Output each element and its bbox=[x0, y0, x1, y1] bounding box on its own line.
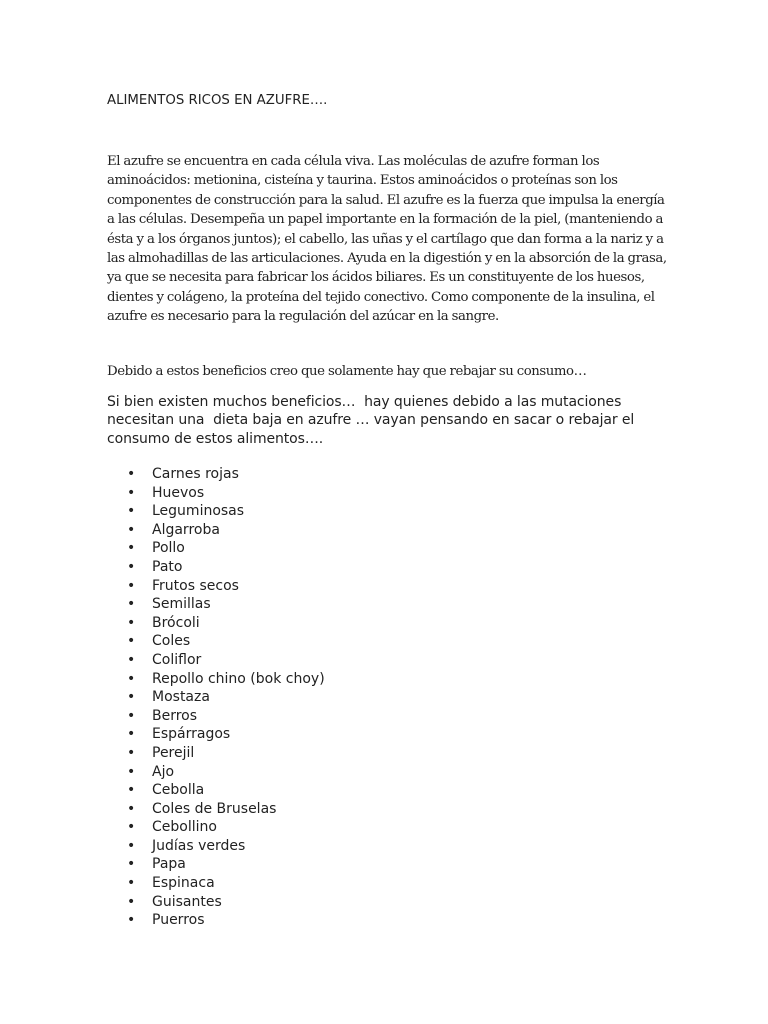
bullet-icon: • bbox=[127, 651, 136, 668]
food-item-label: Leguminosas bbox=[152, 503, 245, 520]
bullet-icon: • bbox=[127, 484, 136, 501]
bullet-icon: • bbox=[127, 912, 136, 929]
food-item-label: Mostaza bbox=[152, 689, 210, 706]
food-item-label: Guisantes bbox=[152, 893, 222, 910]
food-item-label: Puerros bbox=[152, 912, 205, 929]
bullet-icon: • bbox=[127, 837, 136, 854]
bullet-icon: • bbox=[127, 540, 136, 557]
bullet-icon: • bbox=[127, 558, 136, 575]
food-item-label: Repollo chino (bok choy) bbox=[152, 670, 325, 687]
food-item-label: Semillas bbox=[152, 596, 211, 613]
food-item-label: Coles bbox=[152, 633, 191, 650]
document-title: ALIMENTOS RICOS EN AZUFRE…. bbox=[107, 93, 328, 108]
bullet-icon: • bbox=[127, 875, 136, 892]
food-item-label: Espárragos bbox=[152, 726, 231, 743]
bullet-icon: • bbox=[127, 689, 136, 706]
food-item-label: Cebolla bbox=[152, 782, 205, 799]
food-item-label: Brócoli bbox=[152, 614, 200, 631]
food-item-label: Algarroba bbox=[152, 521, 220, 538]
food-item-label: Berros bbox=[152, 707, 198, 724]
bullet-icon: • bbox=[127, 856, 136, 873]
food-item-label: Ajo bbox=[152, 763, 175, 780]
food-item-label: Perejil bbox=[152, 744, 195, 761]
bullet-icon: • bbox=[127, 670, 136, 687]
food-item-label: Papa bbox=[152, 856, 186, 873]
bullet-icon: • bbox=[127, 577, 136, 594]
food-item-label: Huevos bbox=[152, 484, 205, 501]
food-item-label: Judías verdes bbox=[152, 837, 246, 854]
bullet-icon: • bbox=[127, 503, 136, 520]
food-item-label: Carnes rojas bbox=[152, 466, 239, 482]
food-item-label: Pato bbox=[152, 558, 183, 575]
bullet-icon: • bbox=[127, 893, 136, 910]
bullet-icon: • bbox=[127, 614, 136, 631]
mutations-paragraph: Si bien existen muchos beneficios… hay quienes debido a las mutaciones necesitan una dieta baja en azufre … vayan pensando en sacar o rebajar el consumo de estos alimentos…. bbox=[107, 394, 639, 447]
food-item-label: Coles de Bruselas bbox=[152, 800, 277, 817]
food-item-label: Cebollino bbox=[152, 819, 217, 836]
food-item-label: Espinaca bbox=[152, 875, 215, 892]
bullet-icon: • bbox=[127, 466, 136, 482]
bullet-icon: • bbox=[127, 800, 136, 817]
bullet-icon: • bbox=[127, 819, 136, 836]
bullet-icon: • bbox=[127, 744, 136, 761]
bullet-icon: • bbox=[127, 726, 136, 743]
benefits-paragraph: Debido a estos beneficios creo que solamente hay que rebajar su consumo… bbox=[107, 364, 587, 379]
bullet-icon: • bbox=[127, 763, 136, 780]
food-item-label: Frutos secos bbox=[152, 577, 239, 594]
bullet-icon: • bbox=[127, 596, 136, 613]
food-item-label: Coliflor bbox=[152, 651, 202, 668]
food-item-label: Pollo bbox=[152, 540, 185, 557]
bullet-icon: • bbox=[127, 707, 136, 724]
intro-paragraph: El azufre se encuentra en cada célula viva. Las moléculas de azufre forman los aminoácidos: metionina, cisteína y taurina. Estos aminoácidos o proteínas son los componentes de construcción para la salud. El azufre es la fuerza que impulsa la energía a las células. Desempeña un papel importante en la formación de la piel, (manteniendo a ésta y a los órganos juntos); el cabello, las uñas y el cartílago que dan forma a la nariz y a las almohadillas de las articulaciones. Ayuda en la digestión y en la absorción de la grasa, ya que se necesita para fabricar los ácidos biliares. Es un constituyente de los huesos, dientes y colágeno, la proteína del tejido conectivo. Como componente de la insulina, el azufre es necesario para la regulación del azúcar en la sangre. bbox=[107, 154, 667, 325]
bullet-icon: • bbox=[127, 521, 136, 538]
bullet-icon: • bbox=[127, 782, 136, 799]
bullet-icon: • bbox=[127, 633, 136, 650]
